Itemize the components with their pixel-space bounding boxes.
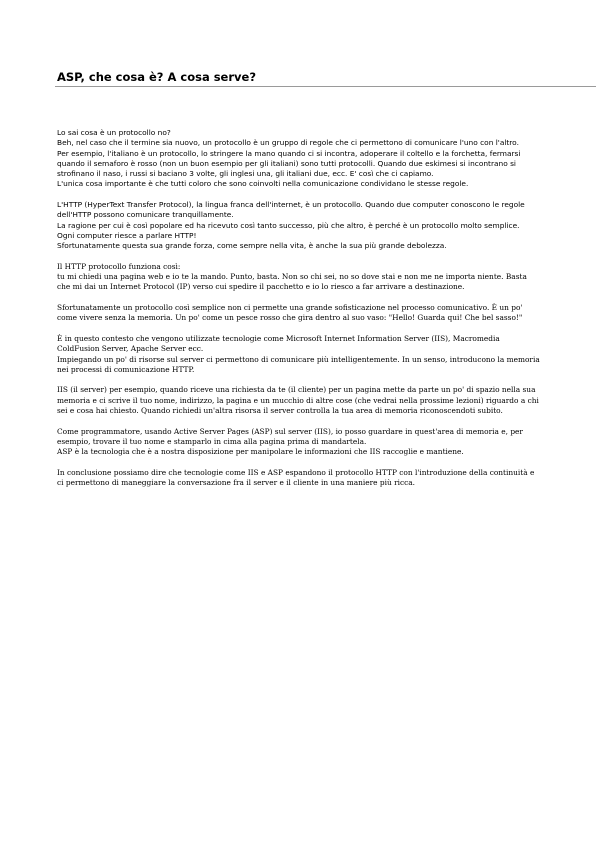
paragraph-line: tu mi chiedi una pagina web e io te la mando. Punto, basta. Non so chi sei, no so dove stai e non me ne importa niente. Basta <box>57 272 527 282</box>
paragraph-line: È in questo contesto che vengono utilizzate tecnologie come Microsoft Internet Information Server (IIS), Macromedia <box>57 333 500 343</box>
paragraph-6 <box>57 385 541 416</box>
paragraph-line: Per esempio, l'italiano è un protocollo, lo stringere la mano quando ci si incontra, adoperare il coltello e la forchetta, fermarsi <box>57 148 521 158</box>
paragraph-line: ColdFusion Server, Apache Server ecc. <box>57 344 204 354</box>
paragraph-line: strofinano il naso, i russi si baciano 3 volte, gli inglesi una, gli italiani due, ecc. E' così che ci capiamo. <box>57 169 434 179</box>
paragraph-line: Ogni computer riesce a parlare HTTP! <box>57 230 197 240</box>
paragraph-5 <box>57 334 541 375</box>
paragraph-line: Lo sai cosa è un protocollo no? <box>57 128 171 137</box>
paragraph-1 <box>57 128 541 190</box>
paragraph-3 <box>57 262 541 293</box>
paragraph-line: sei e cosa hai chiesto. Quando richiedi un'altra risorsa il server controlla la tua area di memoria riconoscendoti subito. <box>57 406 503 416</box>
paragraph-line: Impiegando un po' di risorse sul server ci permettono di comunicare più intelligentemente. In un senso, introducono la memoria <box>57 354 540 364</box>
article-body <box>57 128 541 499</box>
paragraph-2 <box>57 200 541 251</box>
paragraph-line: Beh, nel caso che il termine sia nuovo, un protocollo è un gruppo di regole che ci permettono di comunicare l'uno con l'altro. <box>57 138 519 148</box>
paragraph-line: ASP è la tecnologia che è a nostra disposizione per manipolare le informazioni che IIS raccoglie e mantiene. <box>57 447 464 457</box>
paragraph-line: nei processi di comunicazione HTTP. <box>57 364 195 374</box>
paragraph-line: come vivere senza la memoria. Un po' come un pesce rosso che gira dentro al suo vaso: "Hello! Guarda qui! Che bel sasso!" <box>57 313 523 323</box>
paragraph-line: ci permettono di maneggiare la conversazione fra il server e il cliente in una maniere più ricca. <box>57 478 416 488</box>
paragraph-7 <box>57 427 541 458</box>
paragraph-line: In conclusione possiamo dire che tecnologie come IIS e ASP espandono il protocollo HTTP con l'introduzione della continuità e <box>57 467 535 477</box>
paragraph-line: La ragione per cui è così popolare ed ha ricevuto così tanto successo, più che altro, è perché è un protocollo molto semplice. <box>57 220 520 230</box>
paragraph-line: Come programmatore, usando Active Server Pages (ASP) sul server (IIS), io posso guardare in quest'area di memoria e, per <box>57 426 523 436</box>
paragraph-line: L'unica cosa importante è che tutti coloro che sono coinvolti nella comunicazione condividano le stesse regole. <box>57 179 469 189</box>
paragraph-line: Sfortunatamente questa sua grande forza, come sempre nella vita, è anche la sua più grande debolezza. <box>57 241 447 251</box>
paragraph-line: esempio, trovare il tuo nome e stamparlo in cima alla pagina prima di mandartela. <box>57 436 367 446</box>
paragraph-line: quando il semaforo è rosso (non un buon esempio per gli italiani) sono tutti protocolli. Quando due eskimesi si incontrano si <box>57 158 516 168</box>
paragraph-line: IIS (il server) per esempio, quando riceve una richiesta da te (il cliente) per un pagina mette da parte un po' di spazio nella sua <box>57 385 536 395</box>
paragraph-4 <box>57 303 541 324</box>
paragraph-line: che mi dai un Internet Protocol (IP) verso cui spedire il pacchetto e io lo riesco a far arrivare a destinazione. <box>57 282 465 292</box>
page-title: ASP, che cosa è? A cosa serve? <box>57 70 256 84</box>
paragraph-line: L'HTTP (HyperText Transfer Protocol), la lingua franca dell'internet, è un protocollo. Quando due computer conoscono le regole <box>57 200 525 210</box>
paragraph-line: Il HTTP protocollo funziona così: <box>57 261 181 271</box>
paragraph-line: memoria e ci scrive il tuo nome, indirizzo, la pagina e un mucchio di altre cose (che vedrai nella prossime lezioni) riguardo a chi <box>57 395 539 405</box>
paragraph-8 <box>57 468 541 489</box>
paragraph-line: dell'HTTP possono comunicare tranquillamente. <box>57 210 234 220</box>
paragraph-line: Sfortunatamente un protocollo così semplice non ci permette una grande sofisticazione nel processo comunicativo. È un po' <box>57 303 523 313</box>
title-divider <box>55 86 596 87</box>
